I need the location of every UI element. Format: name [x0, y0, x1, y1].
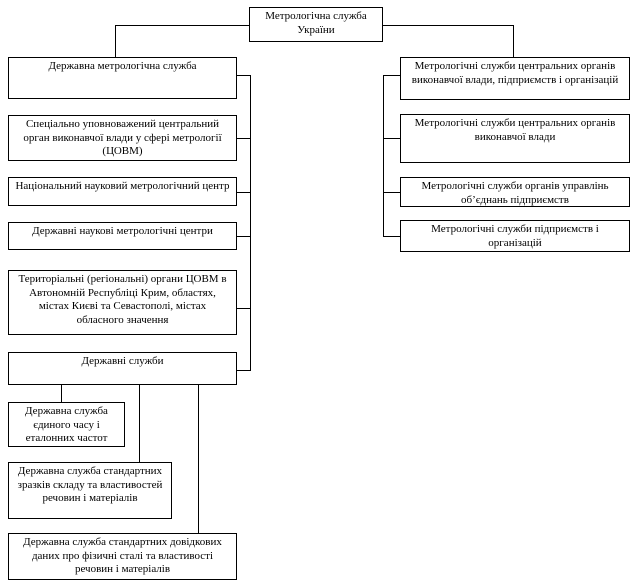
connector-left-stub-national-center: [237, 192, 251, 193]
node-national-scientific-metrology-center: Національний науковий метрологічний центр: [8, 177, 237, 206]
connector-left-stub-territorial: [237, 308, 251, 309]
node-state-services: Державні служби: [8, 352, 237, 385]
connector-right-stub-association-bodies: [383, 192, 400, 193]
connector-right-stub-enterprises: [383, 236, 400, 237]
connector-drop-service-samples: [139, 385, 140, 462]
node-metrology-services-central-bodies-enterprises: Метрологічні служби центральних органів виконавчої влади, підприємств і організацій: [400, 57, 630, 100]
node-metrology-services-enterprises-organizations: Метрологічні служби підприємств і організацій: [400, 220, 630, 252]
node-service-unified-time-frequencies: Державна служба єдиного часу і еталонних частот: [8, 402, 125, 447]
connector-right-stub-central-bodies: [383, 138, 400, 139]
connector-left-stub-head: [237, 75, 251, 76]
connector-left-stub-covm: [237, 138, 251, 139]
node-territorial-regional-bodies: Територіальні (регіональні) органи ЦОВМ в Автономній Республіці Крим, областях, містах Києві та Севастополі, містах обласного значення: [8, 270, 237, 335]
node-state-metrological-service: Державна метрологічна служба: [8, 57, 237, 99]
connector-drop-service-reference-data: [198, 385, 199, 533]
node-metrology-services-enterprise-association-bodies: Метрологічні служби органів управлінь об’єднань підприємств: [400, 177, 630, 207]
connector-right-stub-head: [383, 75, 400, 76]
connector-root-right-horizontal: [383, 25, 513, 26]
node-state-scientific-metrology-centers: Державні наукові метрологічні центри: [8, 222, 237, 250]
connector-right-spine: [383, 75, 384, 237]
connector-root-left-horizontal: [115, 25, 249, 26]
connector-root-right-drop: [513, 25, 514, 57]
node-metrology-services-central-executive-bodies: Метрологічні служби центральних органів виконавчої влади: [400, 114, 630, 163]
connector-left-spine: [250, 75, 251, 371]
connector-left-stub-scientific-centers: [237, 236, 251, 237]
connector-drop-service-time: [61, 385, 62, 402]
node-central-executive-body-covm: Спеціально уповноважений центральний орган виконавчої влади у сфері метрології (ЦОВМ): [8, 115, 237, 161]
node-root-metrology-service-of-ukraine: Метрологічна служба України: [249, 7, 383, 42]
connector-left-stub-state-services: [237, 370, 251, 371]
node-service-standard-samples: Державна служба стандартних зразків складу та властивостей речовин і матеріалів: [8, 462, 172, 519]
connector-root-left-drop: [115, 25, 116, 57]
node-service-standard-reference-data: Державна служба стандартних довідкових даних про фізичні сталі та властивості речовин і матеріалів: [8, 533, 237, 580]
